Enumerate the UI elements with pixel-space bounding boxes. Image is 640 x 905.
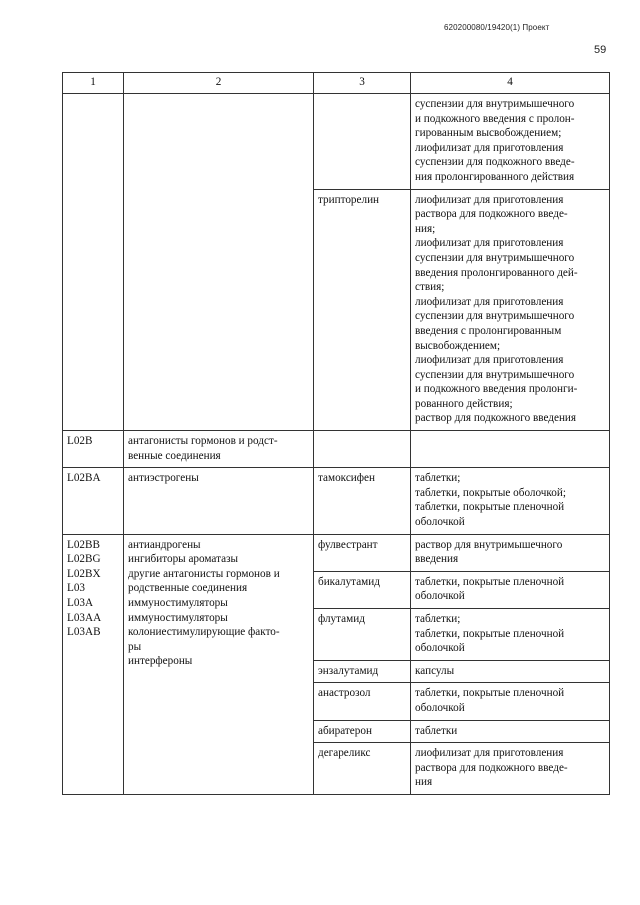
form-line: лиофилизат для приготовления — [415, 237, 564, 250]
drug-cell: фулвестрант — [314, 534, 411, 571]
form-line: лиофилизат для приготовления — [415, 141, 564, 154]
form-line: раствор для внутримышечного — [415, 538, 563, 551]
form-line: таблетки; — [415, 472, 461, 485]
form-line: лиофилизат для приготовления — [415, 747, 564, 760]
form-line: ния пролонгированного действия — [415, 170, 575, 183]
name-line: антагонисты гормонов и родст- — [128, 435, 278, 448]
form-line: таблетки, покрытые оболочкой; — [415, 486, 566, 499]
table-row — [63, 468, 610, 534]
form-cell — [411, 431, 610, 468]
form-line: суспензии для внутримышечного — [415, 251, 575, 264]
form-cell — [411, 743, 610, 795]
form-line: ствия; — [415, 281, 445, 294]
column-header-4: 4 — [411, 73, 610, 94]
form-line: оболочкой — [415, 642, 465, 655]
page-number: 59 — [594, 44, 607, 56]
name-cell — [124, 534, 314, 794]
document-code: 620200080/19420(1) Проект — [444, 23, 550, 32]
form-line: и подкожного введения с пролон- — [415, 112, 575, 125]
form-cell — [411, 609, 610, 661]
form-line: капсулы — [415, 664, 455, 677]
drug-cell: флутамид — [314, 609, 411, 661]
name-cell — [124, 94, 314, 431]
form-cell — [411, 94, 610, 190]
drug-cell: бикалутамид — [314, 571, 411, 608]
form-line: таблетки — [415, 724, 458, 737]
drug-cell: энзалутамид — [314, 660, 411, 683]
form-line: таблетки, покрытые пленочной — [415, 627, 565, 640]
form-line: раствора для подкожного введе- — [415, 761, 568, 774]
column-header-1: 1 — [63, 73, 124, 94]
drug-cell: тамоксифен — [314, 468, 411, 534]
name-line: ингибиторы ароматазы — [128, 553, 239, 566]
code-line: L02BG — [67, 553, 101, 566]
drug-cell: дегареликс — [314, 743, 411, 795]
form-line: таблетки; — [415, 613, 461, 625]
form-cell — [411, 683, 610, 720]
table-row — [63, 94, 610, 190]
drug-cell: анастрозол — [314, 683, 411, 720]
form-line: раствора для подкожного введе- — [415, 208, 568, 221]
form-line: лиофилизат для приготовления — [415, 295, 564, 308]
form-line: рованного действия; — [415, 397, 513, 410]
form-line: оболочкой — [415, 590, 465, 603]
form-line: введения с пролонгированным — [415, 324, 562, 337]
name-cell — [124, 431, 314, 468]
drug-cell — [314, 431, 411, 468]
form-line: ния — [415, 776, 433, 789]
drug-cell — [314, 94, 411, 190]
form-lines — [415, 97, 605, 185]
name-line: интерфероны — [128, 655, 193, 668]
code-cell: L02BA — [63, 468, 124, 534]
name-cell: антиэстрогены — [124, 468, 314, 534]
code-line: L03 — [67, 582, 86, 595]
form-line: гированным высвобождением; — [415, 127, 562, 140]
form-line: введения — [415, 553, 459, 566]
form-line: ния; — [415, 222, 436, 235]
form-line: суспензии для внутримышечного — [415, 98, 575, 110]
form-cell — [411, 534, 610, 571]
form-cell — [411, 189, 610, 431]
form-line: и подкожного введения пролонги- — [415, 383, 578, 396]
form-cell — [411, 720, 610, 743]
form-line: суспензии для подкожного введе- — [415, 156, 575, 169]
code-line: L02BB — [67, 538, 100, 551]
code-line: L03AA — [67, 611, 102, 624]
form-line: лиофилизат для приготовления — [415, 193, 564, 206]
code-line: L02BX — [67, 567, 101, 580]
code-cell: L02B — [63, 431, 124, 468]
form-cell — [411, 571, 610, 608]
form-cell — [411, 468, 610, 534]
form-line: оболочкой — [415, 701, 465, 714]
name-line: антиандрогены — [128, 538, 201, 551]
form-line: таблетки, покрытые пленочной — [415, 575, 565, 588]
name-line: иммуностимуляторы — [128, 597, 228, 609]
name-line: иммуностимуляторы — [128, 611, 228, 624]
form-line: лиофилизат для приготовления — [415, 354, 564, 367]
column-header-2: 2 — [124, 73, 314, 94]
drug-cell: абиратерон — [314, 720, 411, 743]
form-line: введения пролонгированного дей- — [415, 266, 578, 279]
form-line: раствор для подкожного введения — [415, 412, 577, 425]
form-line: суспензии для внутримышечного — [415, 368, 575, 381]
code-cell — [63, 534, 124, 794]
name-line: родственные соединения — [128, 582, 248, 595]
form-line: таблетки, покрытые пленочной — [415, 687, 565, 700]
drug-cell: трипторелин — [314, 189, 411, 431]
form-line: высвобождением; — [415, 339, 501, 352]
code-cell — [63, 94, 124, 431]
name-line: ры — [128, 640, 142, 653]
form-lines — [415, 193, 605, 427]
form-line: суспензии для внутримышечного — [415, 310, 575, 323]
table-row — [63, 431, 610, 468]
form-line: оболочкой — [415, 516, 465, 529]
form-cell — [411, 660, 610, 683]
code-line: L03AB — [67, 626, 101, 639]
drug-table — [62, 72, 610, 795]
name-line: венные соединения — [128, 449, 221, 462]
name-line: другие антагонисты гормонов и — [128, 567, 280, 580]
name-line: колониестимулирующие факто- — [128, 626, 280, 639]
column-header-3: 3 — [314, 73, 411, 94]
table-row — [63, 534, 610, 571]
table-header-row — [63, 73, 610, 94]
form-line: таблетки, покрытые пленочной — [415, 501, 565, 514]
code-line: L03A — [67, 597, 94, 609]
